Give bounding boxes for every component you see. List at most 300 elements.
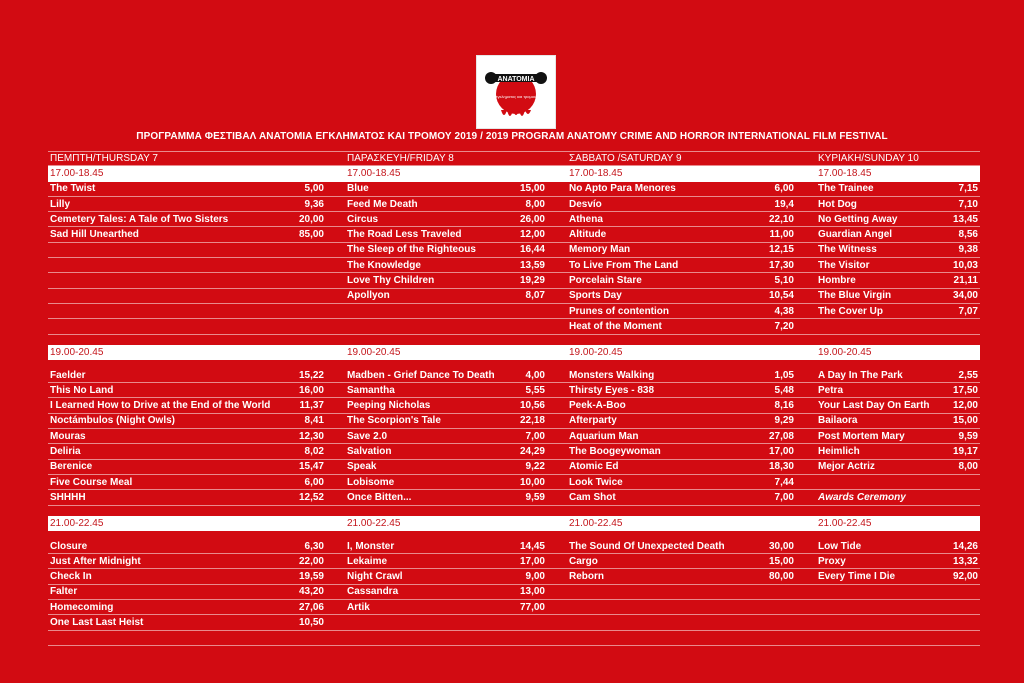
film-cell	[569, 615, 796, 629]
schedule-row	[48, 615, 980, 630]
film-title: Salvation	[347, 446, 392, 458]
film-duration: 10,56	[519, 400, 545, 412]
film-cell	[569, 243, 796, 257]
film-cell	[569, 414, 796, 428]
schedule-row	[48, 368, 980, 383]
film-cell	[50, 490, 326, 504]
film-title: SHHHH	[50, 491, 86, 503]
film-cell	[347, 258, 547, 272]
film-cell	[50, 444, 326, 458]
film-title: Artik	[347, 601, 370, 613]
film-title: I, Monster	[347, 540, 395, 552]
film-cell	[50, 539, 326, 553]
film-cell	[569, 319, 796, 333]
film-cell	[50, 585, 326, 599]
film-cell	[347, 414, 547, 428]
film-title: Peeping Nicholas	[347, 400, 431, 412]
film-duration: 80,00	[768, 571, 794, 583]
film-cell	[818, 228, 980, 242]
time-slot-row	[48, 166, 980, 181]
film-cell	[347, 289, 547, 303]
time-slot-label: 21.00-22.45	[818, 517, 872, 529]
film-cell	[818, 414, 980, 428]
film-cell	[50, 197, 326, 211]
film-cell	[50, 460, 326, 474]
film-cell	[347, 399, 547, 413]
film-duration: 9,59	[958, 430, 978, 442]
film-cell	[818, 444, 980, 458]
film-title: Porcelain Stare	[569, 275, 642, 287]
film-duration: 7,44	[774, 476, 794, 488]
film-duration: 9,36	[304, 198, 324, 210]
film-cell	[818, 600, 980, 614]
film-duration: 7,15	[958, 183, 978, 195]
film-title: No Getting Away	[818, 213, 898, 225]
film-duration: 24,29	[519, 446, 545, 458]
film-cell	[569, 429, 796, 443]
film-duration: 5,00	[304, 183, 324, 195]
film-title: Closure	[50, 540, 88, 552]
film-title: This No Land	[50, 384, 114, 396]
film-duration: 9,29	[774, 415, 794, 427]
film-title: Five Course Meal	[50, 476, 133, 488]
film-duration: 12,15	[768, 244, 794, 256]
film-title: Afterparty	[569, 415, 617, 427]
film-cell	[347, 554, 547, 568]
film-title: Berenice	[50, 461, 93, 473]
film-title: The Boogeywoman	[569, 446, 661, 458]
film-title: The Scorpion's Tale	[347, 415, 441, 427]
film-cell	[50, 615, 326, 629]
film-cell	[347, 243, 547, 257]
logo-subtext: εγκληματος και τρομου	[495, 94, 537, 99]
film-title: Atomic Ed	[569, 461, 619, 473]
day-header: ΣΑΒΒΑΤΟ /SATURDAY 9	[569, 153, 682, 165]
film-cell	[50, 212, 326, 226]
film-duration: 17,00	[519, 555, 545, 567]
film-title: Monsters Walking	[569, 369, 655, 381]
film-cell	[569, 539, 796, 553]
schedule-row	[48, 444, 980, 459]
film-title: Aquarium Man	[569, 430, 639, 442]
film-duration: 12,00	[952, 400, 978, 412]
schedule-row	[48, 304, 980, 319]
film-duration: 4,00	[525, 369, 545, 381]
film-cell	[818, 304, 980, 318]
film-duration: 1,05	[774, 369, 794, 381]
time-slot-label: 17.00-18.45	[347, 168, 401, 180]
film-duration: 34,00	[952, 290, 978, 302]
film-duration: 6,00	[774, 183, 794, 195]
film-cell	[50, 475, 326, 489]
film-title: Sad Hill Unearthed	[50, 229, 139, 241]
film-cell	[818, 243, 980, 257]
film-duration: 18,30	[768, 461, 794, 473]
time-slot-label: 19.00-20.45	[50, 346, 104, 358]
film-duration: 15,00	[952, 415, 978, 427]
film-title: Desvío	[569, 198, 602, 210]
film-duration: 22,18	[519, 415, 545, 427]
film-cell	[569, 460, 796, 474]
film-duration: 19,29	[519, 275, 545, 287]
film-title: Peek-A-Boo	[569, 400, 626, 412]
film-cell	[569, 490, 796, 504]
film-title: Heat of the Moment	[569, 320, 662, 332]
film-title: Lobisome	[347, 476, 395, 488]
film-duration: 11,00	[769, 229, 794, 241]
schedule-row-empty	[48, 631, 980, 646]
film-title: Falter	[50, 586, 78, 598]
film-cell	[569, 258, 796, 272]
film-title: The Knowledge	[347, 259, 421, 271]
film-duration: 13,45	[952, 213, 978, 225]
film-duration: 8,00	[958, 461, 978, 473]
film-title: The Blue Virgin	[818, 290, 892, 302]
film-duration: 15,22	[298, 369, 324, 381]
film-title: To Live From The Land	[569, 259, 679, 271]
time-slot-label: 17.00-18.45	[818, 168, 872, 180]
film-cell	[569, 304, 796, 318]
time-slot-label: 19.00-20.45	[569, 346, 623, 358]
film-duration: 14,45	[519, 540, 545, 552]
film-cell	[50, 273, 326, 287]
film-cell	[347, 585, 547, 599]
film-duration: 13,59	[519, 259, 545, 271]
film-cell	[818, 570, 980, 584]
film-title: Mouras	[50, 430, 86, 442]
film-duration: 14,26	[952, 540, 978, 552]
film-cell	[818, 539, 980, 553]
time-slot-label: 17.00-18.45	[569, 168, 623, 180]
schedule-row	[48, 383, 980, 398]
schedule-row	[48, 429, 980, 444]
film-duration: 22,00	[298, 555, 324, 567]
schedule-row	[48, 273, 980, 288]
film-cell	[569, 273, 796, 287]
film-duration: 5,55	[525, 384, 545, 396]
film-duration: 8,00	[525, 198, 545, 210]
film-cell	[347, 383, 547, 397]
film-duration: 15,00	[519, 183, 545, 195]
film-title: Bailaora	[818, 415, 858, 427]
day-header-row	[48, 151, 980, 166]
schedule-row	[48, 539, 980, 554]
schedule-row	[48, 570, 980, 585]
schedule-row	[48, 414, 980, 429]
film-cell	[347, 304, 547, 318]
schedule-row	[48, 554, 980, 569]
film-title: Lekaime	[347, 555, 388, 567]
film-duration: 7,00	[774, 491, 794, 503]
film-title: Madben - Grief Dance To Death	[347, 369, 495, 381]
film-duration: 92,00	[952, 571, 978, 583]
schedule-row	[48, 319, 980, 334]
film-cell	[50, 570, 326, 584]
film-cell	[818, 212, 980, 226]
film-duration: 8,07	[525, 290, 545, 302]
film-title: Altitude	[569, 229, 607, 241]
film-duration: 11,37	[299, 400, 324, 412]
film-cell	[569, 554, 796, 568]
film-duration: 7,20	[774, 320, 794, 332]
film-title: Homecoming	[50, 601, 114, 613]
film-duration: 16,44	[519, 244, 545, 256]
film-title: The Cover Up	[818, 305, 884, 317]
film-title: No Apto Para Menores	[569, 183, 676, 195]
film-title: The Trainee	[818, 183, 874, 195]
film-cell	[50, 289, 326, 303]
film-title: Lilly	[50, 198, 71, 210]
film-title: Sports Day	[569, 290, 622, 302]
film-duration: 16,00	[298, 384, 324, 396]
film-title: Look Twice	[569, 476, 623, 488]
film-cell	[569, 197, 796, 211]
schedule-row	[48, 600, 980, 615]
film-cell	[569, 444, 796, 458]
film-duration: 30,00	[768, 540, 794, 552]
film-cell	[50, 429, 326, 443]
film-title: A Day In The Park	[818, 369, 903, 381]
day-header: ΠΑΡΑΣΚΕΥΗ/FRIDAY 8	[347, 153, 454, 165]
film-cell	[50, 228, 326, 242]
film-title: The Road Less Traveled	[347, 229, 462, 241]
film-cell	[347, 273, 547, 287]
film-title: Cemetery Tales: A Tale of Two Sisters	[50, 213, 229, 225]
film-duration: 12,30	[298, 430, 324, 442]
time-slot-label: 21.00-22.45	[347, 517, 401, 529]
film-duration: 21,11	[953, 275, 978, 287]
film-cell	[818, 197, 980, 211]
schedule-row	[48, 212, 980, 227]
time-slot-label: 17.00-18.45	[50, 168, 104, 180]
film-title: The Twist	[50, 183, 96, 195]
film-cell	[347, 615, 547, 629]
film-duration: 8,16	[774, 400, 794, 412]
film-cell	[569, 368, 796, 382]
film-title: Every Time I Die	[818, 571, 896, 583]
film-cell	[347, 182, 547, 196]
film-title: The Visitor	[818, 259, 870, 271]
film-cell	[569, 475, 796, 489]
film-duration: 19,59	[298, 571, 324, 583]
film-duration: 27,08	[768, 430, 794, 442]
film-duration: 15,00	[768, 555, 794, 567]
time-slot-label: 21.00-22.45	[50, 517, 104, 529]
film-title: Faelder	[50, 369, 86, 381]
film-cell	[50, 383, 326, 397]
schedule-row	[48, 475, 980, 490]
film-title: Deliria	[50, 446, 81, 458]
film-cell	[347, 212, 547, 226]
film-duration: 13,32	[952, 555, 978, 567]
film-cell	[347, 228, 547, 242]
film-duration: 8,56	[958, 229, 978, 241]
film-cell	[569, 570, 796, 584]
film-duration: 22,10	[768, 213, 794, 225]
film-title: Circus	[347, 213, 379, 225]
film-duration: 10,03	[952, 259, 978, 271]
film-cell	[50, 399, 326, 413]
film-cell	[347, 539, 547, 553]
film-cell	[818, 615, 980, 629]
film-cell	[347, 444, 547, 458]
film-title: Speak	[347, 461, 377, 473]
film-cell	[347, 319, 547, 333]
schedule-row	[48, 460, 980, 475]
schedule-row	[48, 228, 980, 243]
film-cell	[818, 399, 980, 413]
film-cell	[569, 383, 796, 397]
program-title: ΠΡΟΓΡΑΜΜΑ ΦΕΣΤΙΒΑΛ ΑΝΑΤΟΜΙΑ ΕΓΚΛΗΜΑΤΟΣ ΚΑΙ ΤΡΟΜΟΥ 2019 / 2019 PROGRAM ANATOMY CRIME AND HORROR INTERNATIONAL FILM FESTIVAL	[136, 131, 888, 142]
schedule-row	[48, 289, 980, 304]
film-cell	[347, 429, 547, 443]
film-cell	[818, 383, 980, 397]
film-cell	[347, 600, 547, 614]
festival-logo	[476, 55, 556, 129]
film-title: Noctámbulos (Night Owls)	[50, 415, 175, 427]
film-duration: 17,00	[768, 446, 794, 458]
day-header: ΠΕΜΠΤΗ/THURSDAY 7	[50, 153, 158, 165]
film-cell	[569, 585, 796, 599]
film-cell	[347, 570, 547, 584]
film-title: Love Thy Children	[347, 275, 435, 287]
film-title: Night Crawl	[347, 571, 403, 583]
film-cell	[818, 429, 980, 443]
film-duration: 7,07	[958, 305, 978, 317]
film-duration: 8,41	[304, 415, 324, 427]
film-cell	[818, 554, 980, 568]
film-cell	[818, 490, 980, 504]
film-cell	[818, 460, 980, 474]
film-title: Reborn	[569, 571, 604, 583]
film-duration: 10,00	[519, 476, 545, 488]
film-title: Petra	[818, 384, 844, 396]
film-cell	[569, 212, 796, 226]
film-cell	[818, 273, 980, 287]
film-duration: 9,00	[525, 571, 545, 583]
film-title: Heimlich	[818, 446, 860, 458]
film-duration: 7,00	[525, 430, 545, 442]
film-cell	[347, 197, 547, 211]
logo-text: ΑΝΑΤΟΜΙΑ	[497, 76, 535, 83]
film-title: The Sleep of the Righteous	[347, 244, 476, 256]
film-cell	[347, 368, 547, 382]
film-duration: 7,10	[958, 198, 978, 210]
film-title: Cassandra	[347, 586, 399, 598]
film-title: I Learned How to Drive at the End of the World	[50, 400, 271, 412]
film-duration: 77,00	[519, 601, 545, 613]
film-cell	[50, 258, 326, 272]
film-duration: 13,00	[519, 586, 545, 598]
schedule-row	[48, 585, 980, 600]
film-cell	[50, 182, 326, 196]
schedule-row	[48, 197, 980, 212]
film-cell	[569, 399, 796, 413]
film-cell	[347, 460, 547, 474]
film-duration: 8,02	[304, 446, 324, 458]
film-title: Feed Me Death	[347, 198, 418, 210]
film-duration: 12,00	[519, 229, 545, 241]
film-title: Guardian Angel	[818, 229, 893, 241]
film-cell	[818, 585, 980, 599]
film-duration: 10,50	[298, 617, 324, 629]
film-cell	[50, 243, 326, 257]
time-slot-row	[48, 345, 980, 360]
schedule-row	[48, 243, 980, 258]
film-cell	[50, 304, 326, 318]
film-cell	[569, 182, 796, 196]
schedule-row	[48, 258, 980, 273]
film-title: Samantha	[347, 384, 395, 396]
film-title: Cam Shot	[569, 491, 616, 503]
film-title: The Witness	[818, 244, 877, 256]
film-duration: 27,06	[298, 601, 324, 613]
film-cell	[50, 414, 326, 428]
film-duration: 17,50	[952, 384, 978, 396]
film-duration: 2,55	[958, 369, 978, 381]
film-cell	[50, 368, 326, 382]
film-duration: 12,52	[298, 491, 324, 503]
film-duration: 26,00	[519, 213, 545, 225]
film-title: Prunes of contention	[569, 305, 669, 317]
film-duration: 6,00	[304, 476, 324, 488]
film-title: Thirsty Eyes - 838	[569, 384, 655, 396]
film-duration: 10,54	[768, 290, 794, 302]
film-title: Once Bitten...	[347, 491, 412, 503]
film-cell	[818, 475, 980, 489]
film-title: Proxy	[818, 555, 846, 567]
film-title: Hot Dog	[818, 198, 857, 210]
film-duration: 4,38	[774, 305, 794, 317]
film-duration: 17,30	[768, 259, 794, 271]
film-title: Low Tide	[818, 540, 862, 552]
film-duration: 9,38	[958, 244, 978, 256]
film-cell	[50, 600, 326, 614]
film-duration: 9,22	[525, 461, 545, 473]
film-duration: 5,10	[774, 275, 794, 287]
film-cell	[347, 475, 547, 489]
film-title: Memory Man	[569, 244, 631, 256]
film-cell	[50, 319, 326, 333]
film-title: Hombre	[818, 275, 856, 287]
film-duration: 43,20	[298, 586, 324, 598]
schedule-row	[48, 490, 980, 505]
film-duration: 15,47	[298, 461, 324, 473]
film-duration: 6,30	[304, 540, 324, 552]
film-cell	[818, 289, 980, 303]
film-cell	[569, 600, 796, 614]
film-cell	[818, 182, 980, 196]
film-cell	[569, 289, 796, 303]
schedule-table	[48, 151, 980, 656]
film-title: Mejor Actriz	[818, 461, 875, 473]
film-title: Save 2.0	[347, 430, 388, 442]
day-header: ΚΥΡΙΑΚΗ/SUNDAY 10	[818, 153, 919, 165]
film-cell	[50, 554, 326, 568]
film-title: The Sound Of Unexpected Death	[569, 540, 725, 552]
schedule-row	[48, 399, 980, 414]
time-slot-label: 21.00-22.45	[569, 517, 623, 529]
film-title: Just After Midnight	[50, 555, 141, 567]
logo-emblem	[477, 56, 555, 128]
film-cell	[347, 490, 547, 504]
film-duration: 20,00	[298, 213, 324, 225]
film-cell	[818, 319, 980, 333]
film-title: Your Last Day On Earth	[818, 400, 930, 412]
time-slot-label: 19.00-20.45	[347, 346, 401, 358]
film-title: Athena	[569, 213, 603, 225]
film-title: Cargo	[569, 555, 598, 567]
